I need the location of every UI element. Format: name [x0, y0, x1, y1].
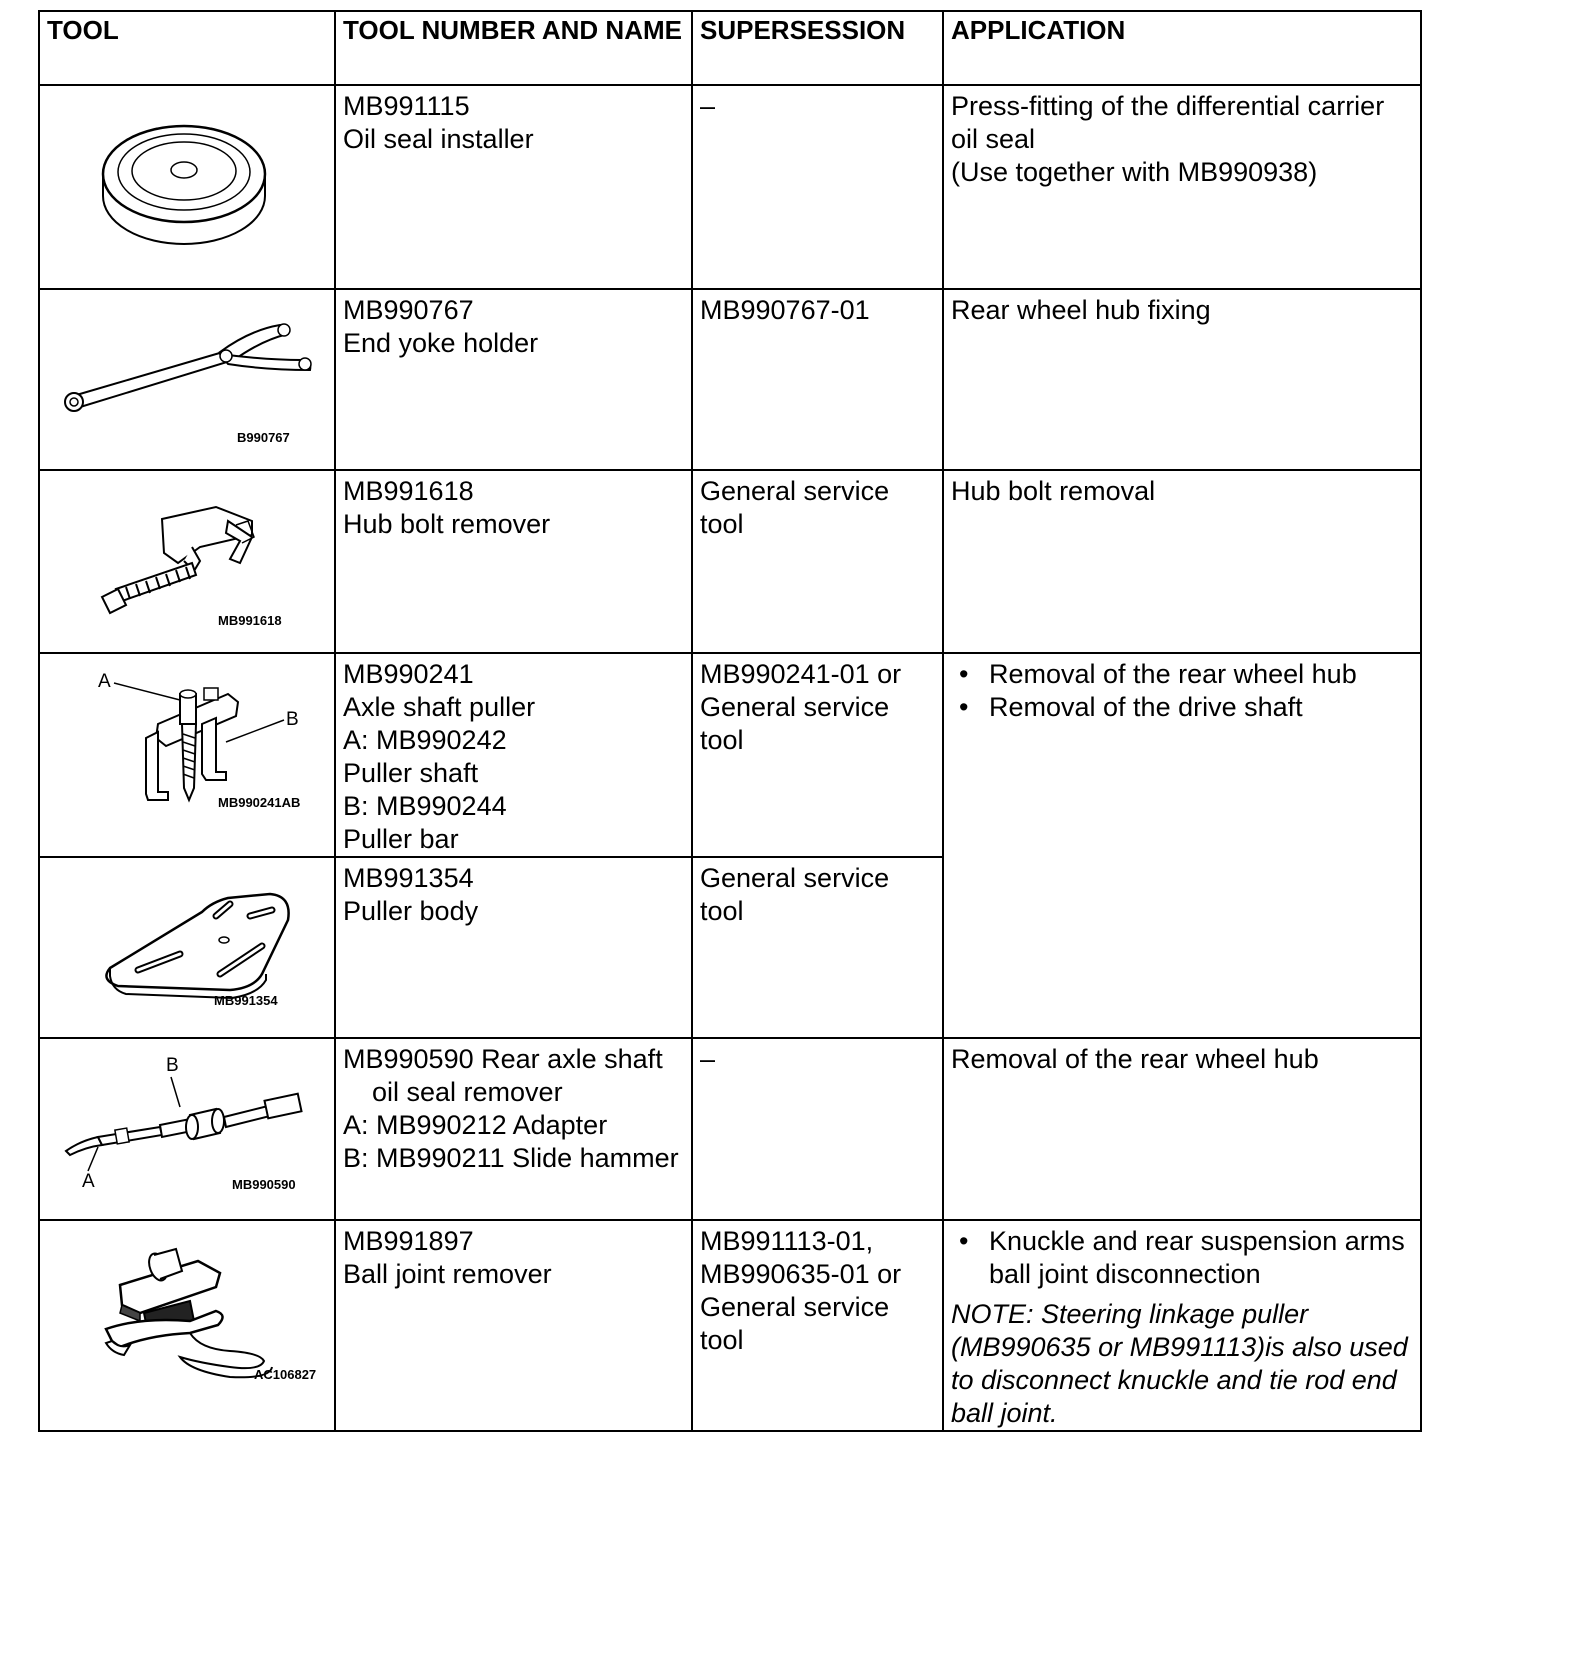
hub-bolt-remover-drawing	[40, 471, 336, 654]
tool-name: End yoke holder	[343, 328, 539, 358]
oil-seal-remover-drawing	[40, 1039, 336, 1221]
end-yoke-holder-drawing	[40, 290, 336, 471]
application-bullet-list	[951, 658, 1413, 724]
tool-image-code: AC106827	[254, 1367, 317, 1382]
application-cell: Removal of the rear wheel hub	[943, 1038, 1421, 1220]
table-row	[39, 470, 1421, 653]
table-row	[39, 1038, 1421, 1220]
tool-number-name-cell	[335, 653, 692, 857]
application-bullet: • Knuckle and rear suspension arms ball joint disconnection	[951, 1225, 1413, 1291]
tool-image-cell	[39, 85, 335, 289]
callout-label-b: B	[166, 1055, 179, 1076]
tool-image-cell	[39, 1038, 335, 1220]
application-cell: Rear wheel hub fixing	[943, 289, 1421, 470]
header-application: APPLICATION	[943, 11, 1421, 85]
application-cell	[943, 653, 1421, 1038]
application-bullet-list	[951, 1225, 1413, 1291]
tool-number-name-cell	[335, 1038, 692, 1220]
tool-image-cell	[39, 857, 335, 1038]
tool-number: MB991115	[343, 91, 470, 121]
tool-image-cell	[39, 653, 335, 857]
tool-number-name-cell	[335, 857, 692, 1038]
tool-number: MB990241	[343, 659, 474, 689]
table-row	[39, 653, 1421, 857]
tool-number-and-name: MB990590 Rear axle shaft oil seal remover	[343, 1044, 663, 1107]
supersession-cell: MB991113-01, MB990635-01 or General service tool	[692, 1220, 943, 1431]
tool-name: Hub bolt remover	[343, 509, 551, 539]
supersession-cell: General service tool	[692, 857, 943, 1038]
tool-name: Oil seal installer	[343, 124, 534, 154]
tool-image-code: MB990590	[232, 1177, 296, 1192]
tool-number: MB990767	[343, 295, 474, 325]
sub-part-b-name: Puller bar	[343, 824, 459, 854]
tool-number: MB991354	[343, 863, 474, 893]
puller-body-drawing	[40, 858, 336, 1039]
callout-label-a: A	[98, 671, 111, 692]
sub-part-a-id: A: MB990242	[343, 725, 507, 755]
tool-image-cell	[39, 1220, 335, 1431]
tool-number-name-cell	[335, 289, 692, 470]
tool-image-code: MB991354	[214, 993, 278, 1008]
supersession-cell: –	[692, 85, 943, 289]
tool-number: MB991618	[343, 476, 474, 506]
tool-image-code: MB990241AB	[218, 795, 301, 810]
tool-number: MB991897	[343, 1226, 474, 1256]
sub-part-b-id: B: MB990244	[343, 791, 507, 821]
table-header-row	[39, 11, 1421, 85]
tool-number-name-cell	[335, 1220, 692, 1431]
table-row	[39, 1220, 1421, 1431]
application-bullet: • Removal of the drive shaft	[951, 691, 1413, 724]
tool-name: Puller body	[343, 896, 479, 926]
header-tool: TOOL	[39, 11, 335, 85]
application-bullet: • Removal of the rear wheel hub	[951, 658, 1413, 691]
ball-joint-remover-drawing	[40, 1221, 336, 1429]
table-row	[39, 289, 1421, 470]
tool-name: Axle shaft puller	[343, 692, 536, 722]
tool-image-cell	[39, 289, 335, 470]
axle-shaft-puller-drawing	[40, 654, 336, 856]
tool-number-name-cell	[335, 470, 692, 653]
supersession-cell: –	[692, 1038, 943, 1220]
application-cell	[943, 1220, 1421, 1431]
table-row	[39, 85, 1421, 289]
supersession-cell: MB990241-01 or General service tool	[692, 653, 943, 857]
special-tools-table	[38, 10, 1422, 1432]
tool-name: Ball joint remover	[343, 1259, 552, 1289]
sub-part-a-name: Puller shaft	[343, 758, 479, 788]
application-note: (Use together with MB990938)	[951, 157, 1318, 187]
sub-part-b: B: MB990211 Slide hammer	[343, 1143, 679, 1173]
application-cell: Hub bolt removal	[943, 470, 1421, 653]
tool-number-name-cell	[335, 85, 692, 289]
callout-label-b: B	[286, 709, 299, 730]
header-supersession: SUPERSESSION	[692, 11, 943, 85]
oil-seal-installer-drawing	[40, 86, 336, 290]
header-tool-number-and-name: TOOL NUMBER AND NAME	[335, 11, 692, 85]
tool-image-cell	[39, 470, 335, 653]
application-cell	[943, 85, 1421, 289]
supersession-cell: MB990767-01	[692, 289, 943, 470]
sub-part-a: A: MB990212 Adapter	[343, 1110, 608, 1140]
callout-label-a: A	[82, 1171, 95, 1192]
application-note: NOTE: Steering linkage puller (MB990635 or MB991113)is also used to disconnect knuckle and tie rod end ball joint.	[951, 1299, 1408, 1428]
application-text: Press-fitting of the differential carrier oil seal	[951, 91, 1385, 154]
tool-image-code: MB991618	[218, 613, 282, 628]
supersession-cell: General service tool	[692, 470, 943, 653]
tool-image-code: B990767	[237, 430, 290, 445]
